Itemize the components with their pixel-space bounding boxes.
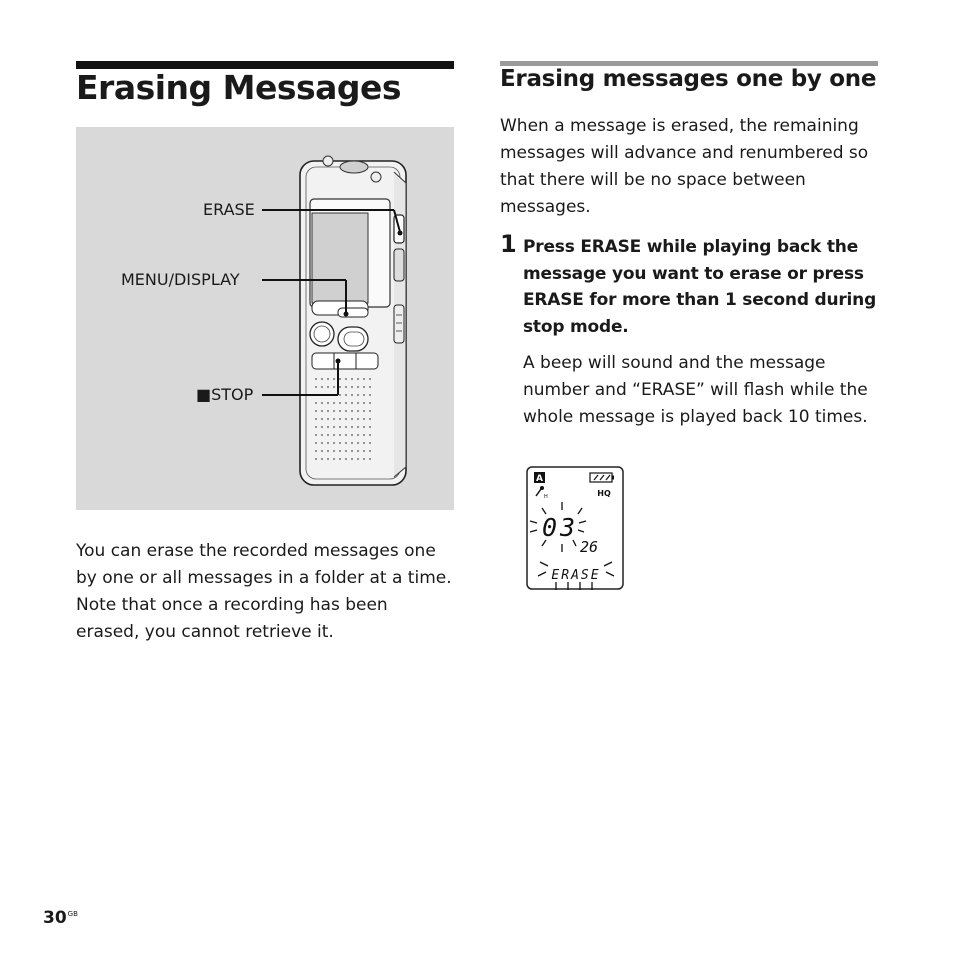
step-instruction: Press ERASE while playing back the message you want to erase or press ERASE for more than 1 second during stop mode.: [523, 237, 877, 337]
device-illustration: [76, 127, 454, 510]
section-title: Erasing messages one by one: [500, 66, 877, 92]
intro-paragraph: You can erase the recorded messages one by one or all messages in a folder at a time.: [76, 541, 452, 588]
stop-label: ■STOP: [196, 385, 254, 404]
page-number-suffix: GB: [67, 910, 78, 919]
erase-label: ERASE: [203, 200, 255, 219]
lcd-folder: A: [536, 474, 543, 484]
warning-paragraph: Note that once a recording has been erased, you cannot retrieve it.: [76, 595, 388, 642]
lcd-message-number: 03: [541, 513, 579, 542]
menu-display-label: MENU/DISPLAY: [121, 270, 240, 289]
intro-text: [76, 538, 456, 646]
svg-text:H: H: [544, 494, 548, 500]
lcd-display: [526, 466, 626, 596]
section-intro: When a message is erased, the remaining messages will advance and renumbered so that there will be no space between messages.: [500, 116, 869, 217]
step-description: A beep will sound and the message number and “ERASE” will flash while the whole message is played back 10 times.: [523, 353, 868, 427]
ic-recorder-drawing: [76, 127, 454, 510]
lcd-status-text: ERASE: [551, 568, 601, 583]
step-number: 1: [500, 230, 517, 258]
page-number: $30^{GB}$: [43, 908, 78, 928]
lcd-total-messages: 26: [579, 538, 599, 556]
page-title: Erasing Messages: [76, 68, 402, 107]
lcd-quality: HQ: [597, 489, 611, 498]
